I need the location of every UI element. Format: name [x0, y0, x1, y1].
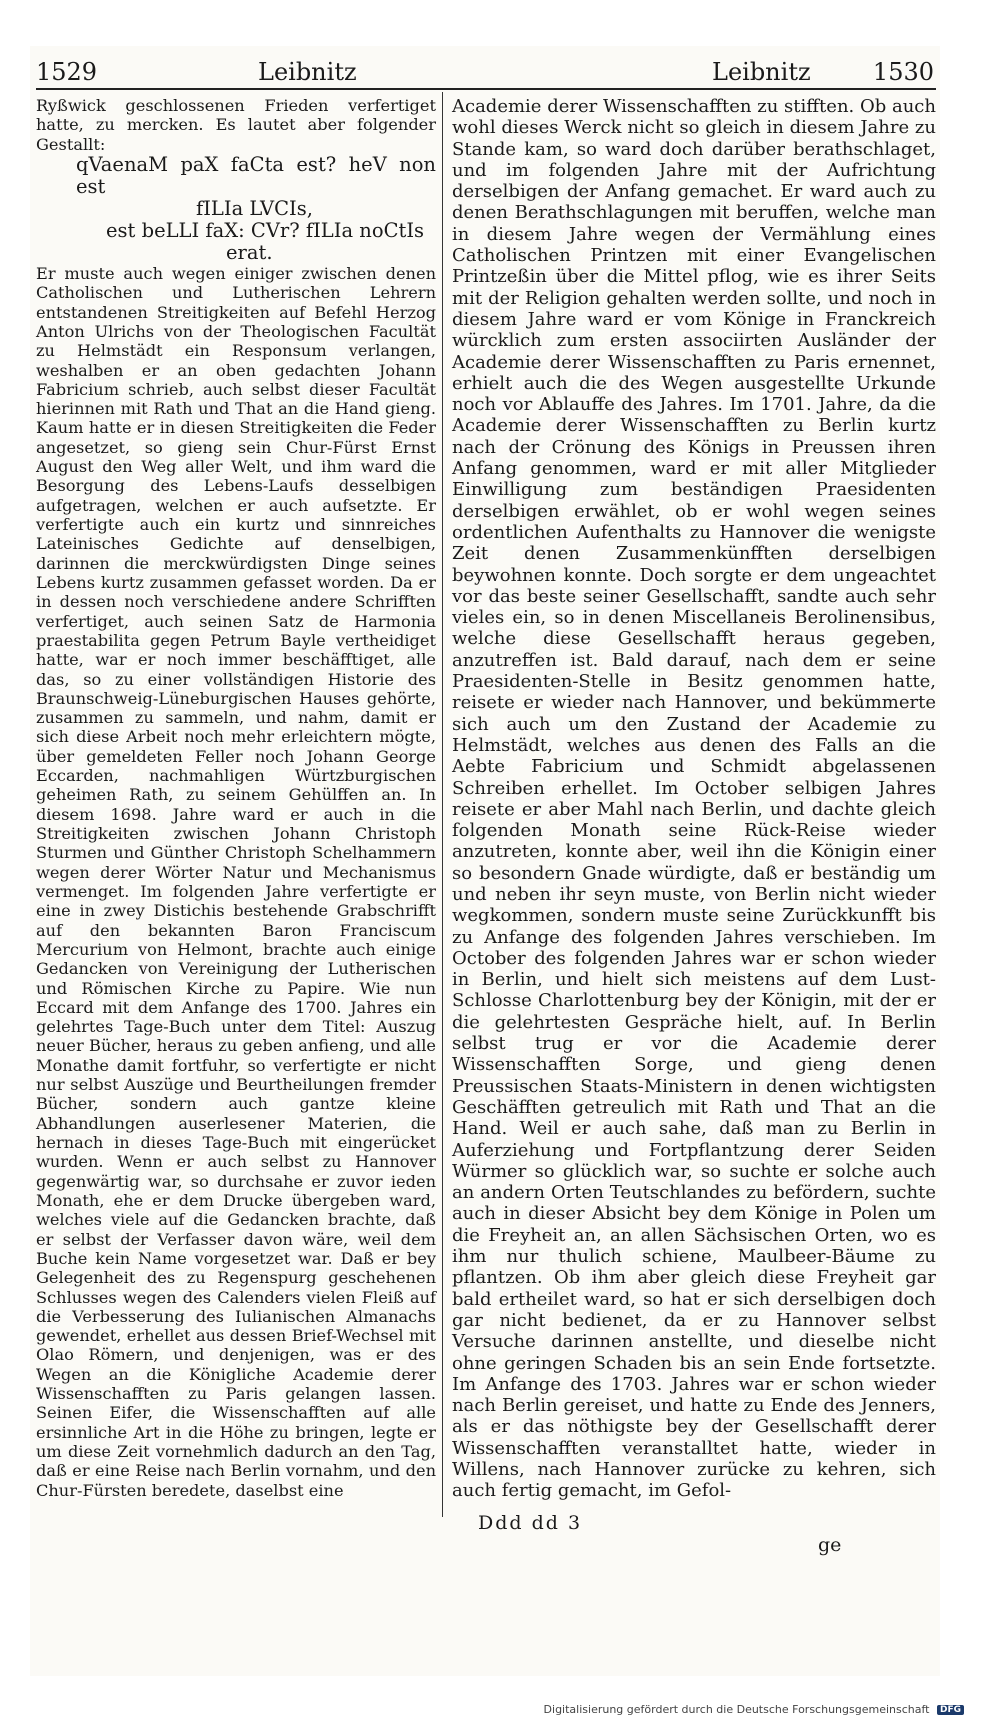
running-head-right: Leibnitz — [712, 58, 811, 86]
right-body-text: Academie derer Wissenschafften zu stifften. Ob auch wohl dieses Werck nicht so gleich in diesem Jahre zu Stande kam, so ward doch darüber berathschlaget, und im folgenden Jahre mit der Aufrichtung derselbigen der Anfang gemachet. Er ward auch zu denen Berathschlagungen mit beruffen, welche man in diesem Jahre wegen der Vermählung eines Catholischen Printzen mit einer Evangelischen Printzeßin über die Mittel pflog, wie es ihrer Seits mit der Religion gehalten werden sollte, und noch in diesem Jahre ward er vom Könige in Franckreich würcklich zum ersten associirten Ausländer der Academie derer Wissenschafften zu Paris ernennet, erhielt auch die des Wegen ausgestellte Urkunde noch vor Ablauffe des Jahres. Im 1701. Jahre, da die Academie derer Wissenschafften zu Berlin kurtz nach der Crönung des Königs in Preussen ihren Anfang genommen, ward er mit aller Mitglieder Einwilligung zum beständigen Praesidenten derselbigen erwählet, ob er wohl wegen seines ordentlichen Aufenthalts zu Hannover die wenigste Zeit denen Zusammenkünfften derselbigen beywohnen konnte. Doch sorgte er dem ungeachtet vor das beste seiner Gesellschafft, sandte auch sehr vieles ein, so in denen Miscellaneis Berolinensibus, welche diese Gesellschafft heraus gegeben, anzutreffen ist. Bald darauf, nach dem er seine Praesidenten-Stelle in Besitz genommen hatte, reisete er wieder nach Hannover, und bekümmerte sich auch um den Zustand der Academie zu Helmstädt, welches aus denen des Falls an die Aebte Fabricium und Schmidt abgelassenen Schreiben erhellet. Im October selbigen Jahres reisete er aber Mahl nach Berlin, und dachte gleich folgenden Monath seine Rück-Reise wieder anzutreten, konnte aber, weil ihn die Königin einer so besondern Gnade würdigte, daß er beständig um und neben ihr seyn muste, von Berlin nicht wieder wegkommen, sondern muste seine Zurückkunfft bis zu Anfange des folgenden Jahres verschieben. Im October des folgenden Jahres war er schon wieder in Berlin, und hielt sich meistens auf dem Lust-Schlosse Charlottenburg bey der Königin, mit der er die gelehrtesten Gespräche hielt, auf. In Berlin selbst trug er vor die Academie derer Wissenschafften Sorge, und gieng denen Preussischen Staats-Ministern in denen wichtigsten Geschäfften getreulich mit Rath und That an die Hand. Weil er auch sahe, daß man zu Berlin in Auferziehung und Fortpflantzung derer Seiden Würmer so glücklich war, so suchte er solche auch an andern Orten Teutschlandes zu befördern, suchte auch in dieser Absicht bey dem Könige in Polen um die Freyheit an, an allen Sächsischen Orten, wo es ihm nur thulich schiene, Maulbeer-Bäume zu pflantzen. Ob ihm aber gleich diese Freyheit gar bald ertheilet ward, so hat er sich derselbigen doch gar nicht bedienet, da er zu Hannover selbst Versuche darinnen anstellte, und dieselbe nicht ohne geringen Schaden bis an sein Ende fortsetzte. Im Anfange des 1703. Jahres war er schon wieder nach Berlin gereiset, und hatte zu Ende des Jenners, als er das nöthigste bey der Gesellschafft derer Wissenschafften veranstalltet hatte, wieder in Willens, nach Hannover zurücke zu kehren, sich auch fertig gemacht, im Gefol- — [452, 96, 936, 1502]
page-header — [36, 52, 936, 88]
chronogram-line-2: fILIa LVCIs, — [196, 196, 313, 220]
footer-bar — [0, 1695, 1000, 1723]
catchword: ge — [818, 1534, 842, 1556]
column-divider — [442, 92, 443, 1517]
dfg-logo: DFG — [937, 1705, 964, 1715]
chronogram-line-1: qVaenaM paX faCta est? heV non est — [76, 152, 436, 198]
footer-credit — [544, 1703, 964, 1716]
page-number-left: 1529 — [36, 58, 98, 86]
chronogram-line-3: est beLLI faX: CVr? fILIa noCtIs — [106, 218, 425, 242]
right-column — [452, 96, 936, 1502]
header-rule — [36, 88, 936, 90]
signature-mark: Ddd dd 3 — [478, 1512, 583, 1534]
intro-text: Ryßwick geschlossenen Frieden verfertiget hatte, zu mercken. Es lautet aber folgender Gestallt: — [36, 96, 436, 154]
left-column — [36, 96, 436, 1500]
running-head-left: Leibnitz — [258, 58, 357, 86]
footer-credit-text: Digitalisierung gefördert durch die Deutsche Forschungsgemeinschaft — [543, 1703, 930, 1716]
left-body-text: Er muste auch wegen einiger zwischen denen Catholischen und Lutherischen Lehrern entstandenen Streitigkeiten auf Befehl Herzog Anton Ulrichs von der Theologischen Facultät zu Helmstädt ein Responsum verlangen, weshalben er an oben gedachten Johann Fabricium schrieb, auch selbst dieser Facultät hierinnen mit Rath und That an die Hand gieng. Kaum hatte er in diesen Streitigkeiten die Feder angesetzet, so gieng sein Chur-Fürst Ernst August den Weg aller Welt, und ihm ward die Besorgung des Lebens-Laufs desselbigen aufgetragen, welchen er auch aufsetzte. Er verfertigte auch ein kurtz und sinnreiches Lateinisches Gedichte auf denselbigen, darinnen die merckwürdigsten Dinge seines Lebens kurtz zusammen gefasset worden. Da er in dessen noch verschiedene andere Schrifften verfertiget, auch seinen Satz de Harmonia praestabilita gegen Petrum Bayle vertheidiget hatte, war er noch immer beschäfftiget, alle das, so zu einer vollständigen Historie des Braunschweig-Lüneburgischen Hauses gehörte, zusammen zu sammeln, und nahm, damit er sich diese Arbeit noch mehr erleichtern mögte, über gemeldeten Feller noch Johann George Eccarden, nachmahligen Würtzburgischen geheimen Rath, zu seinem Gehülffen an. In diesem 1698. Jahre ward er auch in die Streitigkeiten zwischen Johann Christoph Sturmen und Günther Christoph Schelhammern wegen derer Wörter Natur und Mechanismus vermenget. Im folgenden Jahre verfertigte er eine in zwey Distichis bestehende Grabschrifft auf den bekannten Baron Franciscum Mercurium von Helmont, brachte auch einige Gedancken von Vereinigung der Lutherischen und Römischen Kirche zu Papire. Wie nun Eccard mit dem Anfange des 1700. Jahres ein gelehrtes Tage-Buch unter dem Titel: Auszug neuer Bücher, heraus zu geben anfieng, und alle Monathe damit fortfuhr, so verfertigte er nicht nur selbst Auszüge und Beurtheilungen fremder Bücher, sondern auch gantze kleine Abhandlungen auserlesener Materien, die hernach in dieses Tage-Buch mit eingerücket wurden. Wenn er auch selbst zu Hannover gegenwärtig war, so durchsahe er zuvor ieden Monath, ehe er dem Drucke übergeben ward, welches viele auf die Gedancken brachte, daß er selbst der Verfasser davon wäre, weil dem Buche kein Name vorgesetzet war. Daß er bey Gelegenheit des zu Regenspurg geschehenen Schlusses wegen des Calenders vielen Fleiß auf die Verbesserung des Iulianischen Almanachs gewendet, erhellet aus dessen Brief-Wechsel mit Olao Römern, und denjenigen, was er des Wegen an die Königliche Academie derer Wissenschafften zu Paris gelangen lassen. Seinen Eifer, die Wissenschafften auf alle ersinnliche Art in die Höhe zu bringen, legte er um diese Zeit vornehmlich dadurch an den Tag, daß er eine Reise nach Berlin vornahm, und den Chur-Fürsten beredete, daselbst eine — [36, 263, 436, 1500]
chronogram-line-4: erat. — [226, 240, 273, 264]
page-number-right: 1530 — [872, 58, 934, 86]
